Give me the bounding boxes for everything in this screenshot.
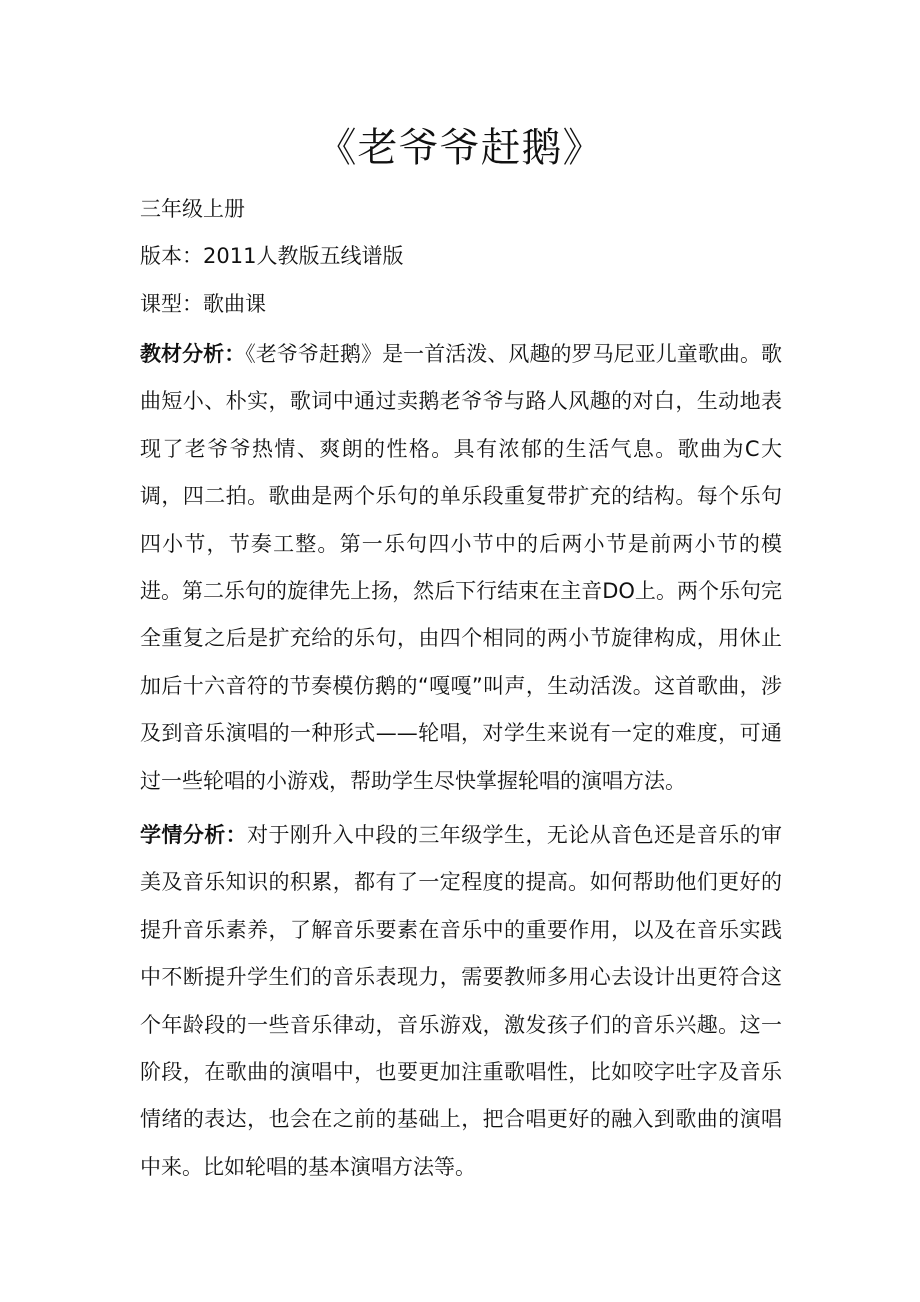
- student-analysis-body: 对于刚升入中段的三年级学生，无论从音色还是音乐的审美及音乐知识的积累，都有了一定程度的提高。如何帮助他们更好的提升音乐素养，了解音乐要素在音乐中的重要作用，以及在音乐实践中不断提升学生们的音乐表现力，需要教师多用心去设计出更符合这个年龄段的一些音乐律动，音乐游戏，激发孩子们的音乐兴趣。这一阶段，在歌曲的演唱中，也要更加注重歌唱性，比如咬字吐字及音乐情绪的表达，也会在之前的基础上，把合唱更好的融入到歌曲的演唱中来。比如轮唱的基本演唱方法等。: [140, 823, 783, 1179]
- edition-line: 版本：2011人教版五线谱版: [140, 244, 404, 268]
- grade-line: 三年级上册: [140, 197, 245, 221]
- material-analysis-body: 《老爷爷赶鹅》是一首活泼、风趣的罗马尼亚儿童歌曲。歌曲短小、朴实，歌词中通过卖鹅老爷爷与路人风趣的对白，生动地表现了老爷爷热情、爽朗的性格。具有浓郁的生活气息。歌曲为C大调，四二拍。歌曲是两个乐句的单乐段重复带扩充的结构。每个乐句四小节，节奏工整。第一乐句四小节中的后两小节是前两小节的模进。第二乐句的旋律先上扬，然后下行结束在主音DO上。两个乐句完全重复之后是扩充给的乐句，由四个相同的两小节旋律构成，用休止加后十六音符的节奏模仿鹅的“嘎嘎”叫声，生动活泼。这首歌曲，涉及到音乐演唱的一种形式——轮唱，对学生来说有一定的难度，可通过一些轮唱的小游戏，帮助学生尽快掌握轮唱的演唱方法。: [140, 342, 782, 793]
- material-analysis-paragraph: [140, 331, 782, 805]
- student-analysis-heading: 学情分析：: [140, 823, 248, 847]
- document-title: 《老爷爷赶鹅》: [316, 125, 604, 171]
- lesson-type-line: 课型：歌曲课: [140, 292, 266, 316]
- student-analysis-paragraph: [140, 812, 782, 1191]
- material-analysis-heading: 教材分析：: [140, 342, 246, 366]
